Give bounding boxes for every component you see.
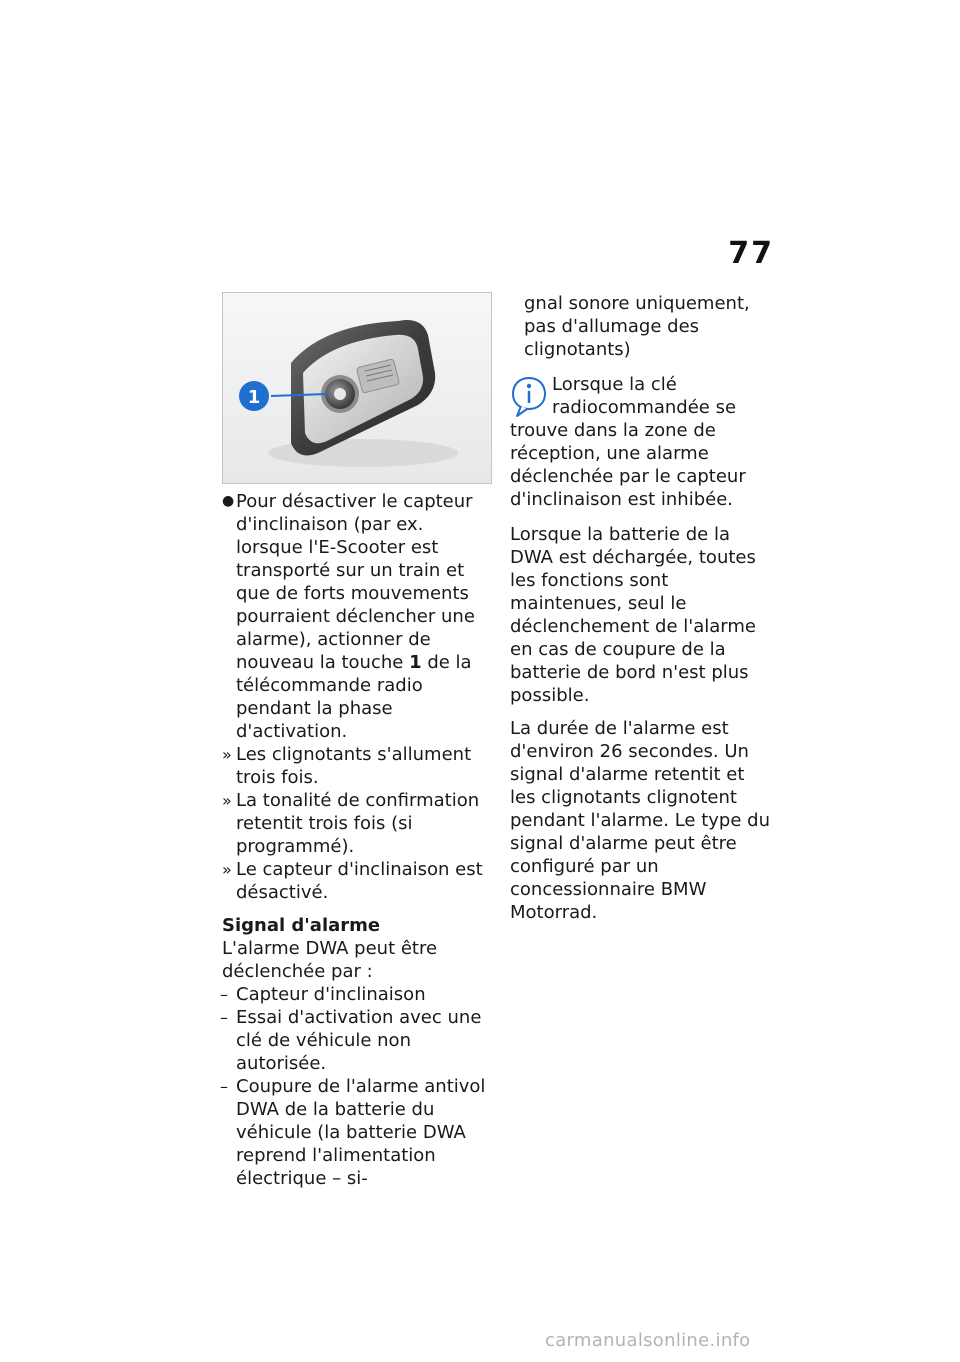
instruction-item xyxy=(222,490,494,743)
result-marker: » xyxy=(222,860,232,879)
info-note xyxy=(510,373,774,511)
key-reference: 1 xyxy=(409,652,422,673)
result-item xyxy=(222,743,494,789)
left-column xyxy=(222,292,494,1190)
dash-marker: – xyxy=(220,1008,228,1027)
dash-marker: – xyxy=(220,1077,228,1096)
result-marker: » xyxy=(222,791,232,810)
result-item xyxy=(222,858,494,904)
trigger-item xyxy=(222,1075,494,1190)
trigger-text: Capteur d'inclinaison xyxy=(236,984,426,1005)
result-text: Le capteur d'inclinaison est désactivé. xyxy=(236,859,483,903)
trigger-item xyxy=(222,1006,494,1075)
section-heading: Signal d'alarme xyxy=(222,915,381,936)
instruction-text-after: de la télécommande radio pendant la phase d'activation. xyxy=(236,652,472,742)
trigger-text: Essai d'activation avec une clé de véhicule non autorisée. xyxy=(236,1007,482,1074)
right-column xyxy=(510,292,774,934)
duration-paragraph: La durée de l'alarme est d'environ 26 secondes. Un signal d'alarme retentit et les clignotants clignotent pendant l'alarme. Le type du signal d'alarme peut être configuré par un concessionnaire BMW Motorrad. xyxy=(510,718,770,923)
result-text: Les clignotants s'allument trois fois. xyxy=(236,744,472,788)
dash-marker: – xyxy=(220,985,228,1004)
result-text: La tonalité de confirmation retentit trois fois (si programmé). xyxy=(236,790,480,857)
bullet-marker: ● xyxy=(222,493,235,509)
continuation-text: gnal sonore uniquement, pas d'allumage des clignotants) xyxy=(524,293,750,360)
page-number: 77 xyxy=(728,236,774,271)
instruction-text-before: Pour désactiver le capteur d'inclinaison (par ex. lorsque l'E-Scooter est transporté sur un train et que de forts mouvements pourraient déclencher une alarme), actionner de nouveau la touche xyxy=(236,491,475,673)
battery-paragraph: Lorsque la batterie de la DWA est déchargée, toutes les fonctions sont maintenues, seul le déclenchement de l'alarme en cas de coupure de la batterie de bord n'est plus possible. xyxy=(510,524,756,706)
result-marker: » xyxy=(222,745,232,764)
section-intro: L'alarme DWA peut être déclenchée par : xyxy=(222,938,438,982)
trigger-item xyxy=(222,983,494,1006)
remote-key-figure xyxy=(222,292,492,484)
callout-label-1: 1 xyxy=(247,387,261,408)
note-text: Lorsque la clé radiocommandée se trouve dans la zone de réception, une alarme déclenchée par le capteur d'inclinaison est inhibée. xyxy=(510,374,746,510)
footer-watermark: carmanualsonline.info xyxy=(545,1330,751,1351)
info-icon xyxy=(510,375,548,419)
trigger-item-continuation xyxy=(510,292,774,361)
result-item xyxy=(222,789,494,858)
remote-key-illustration xyxy=(223,293,492,484)
trigger-text: Coupure de l'alarme antivol DWA de la batterie du véhicule (la batterie DWA reprend l'alimentation électrique – si- xyxy=(236,1076,486,1189)
